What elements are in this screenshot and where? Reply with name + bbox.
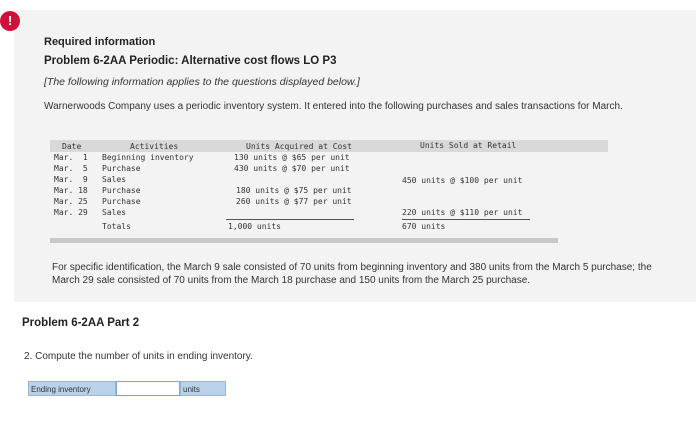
row-activity: Beginning inventory bbox=[102, 153, 194, 162]
question-text: 2. Compute the number of units in ending inventory. bbox=[24, 351, 253, 362]
row-sold: 450 units @ $100 per unit bbox=[402, 176, 523, 185]
row-acquired: 180 units @ $75 per unit bbox=[236, 186, 352, 195]
row-date: Mar. 25 bbox=[54, 197, 88, 206]
row-activity: Sales bbox=[102, 175, 127, 184]
totals-label: Totals bbox=[102, 222, 131, 231]
totals-acquired: 1,000 units bbox=[228, 222, 281, 231]
row-date: Mar. 29 bbox=[54, 208, 88, 217]
header-date: Date bbox=[62, 142, 82, 151]
required-info-heading: Required information bbox=[44, 36, 156, 48]
row-date: Mar. 1 bbox=[54, 153, 88, 162]
row-date: Mar. 9 bbox=[54, 175, 88, 184]
ending-inventory-label: Ending inventory bbox=[28, 381, 116, 396]
row-activity: Purchase bbox=[102, 197, 141, 206]
totals-sold: 670 units bbox=[402, 222, 446, 231]
units-label: units bbox=[180, 381, 226, 396]
ending-inventory-input[interactable] bbox=[116, 381, 180, 396]
row-acquired: 430 units @ $70 per unit bbox=[234, 164, 350, 173]
row-acquired: 260 units @ $77 per unit bbox=[236, 197, 352, 206]
row-date: Mar. 18 bbox=[54, 186, 88, 195]
header-acquired: Units Acquired at Cost bbox=[246, 142, 352, 151]
alert-icon: ! bbox=[0, 11, 20, 31]
table-bottom-rule bbox=[50, 238, 558, 243]
header-activities: Activities bbox=[130, 142, 179, 151]
intro-text: Warnerwoods Company uses a periodic inventory system. It entered into the following purchases and sales transactions for March. bbox=[44, 101, 623, 112]
problem-title: Problem 6-2AA Periodic: Alternative cost flows LO P3 bbox=[44, 55, 337, 67]
row-date: Mar. 5 bbox=[54, 164, 88, 173]
row-activity: Sales bbox=[102, 208, 127, 217]
totals-underline bbox=[226, 219, 354, 220]
row-acquired: 130 units @ $65 per unit bbox=[234, 153, 350, 162]
part-title: Problem 6-2AA Part 2 bbox=[22, 317, 140, 329]
answer-row bbox=[28, 381, 226, 396]
header-sold: Units Sold at Retail bbox=[420, 141, 517, 150]
info-note: [The following information applies to the questions displayed below.] bbox=[44, 76, 360, 88]
transactions-table bbox=[50, 138, 558, 238]
specific-identification-text: For specific identification, the March 9 sale consisted of 70 units from beginning inventory and 380 units from the March 5 purchase; the March 29 sale consisted of 70 units from the March 18 purchase and 150 units from the March 25 purchase. bbox=[52, 262, 652, 286]
row-activity: Purchase bbox=[102, 164, 141, 173]
row-sold: 220 units @ $110 per unit bbox=[402, 208, 523, 217]
totals-underline bbox=[402, 219, 530, 220]
row-activity: Purchase bbox=[102, 186, 141, 195]
